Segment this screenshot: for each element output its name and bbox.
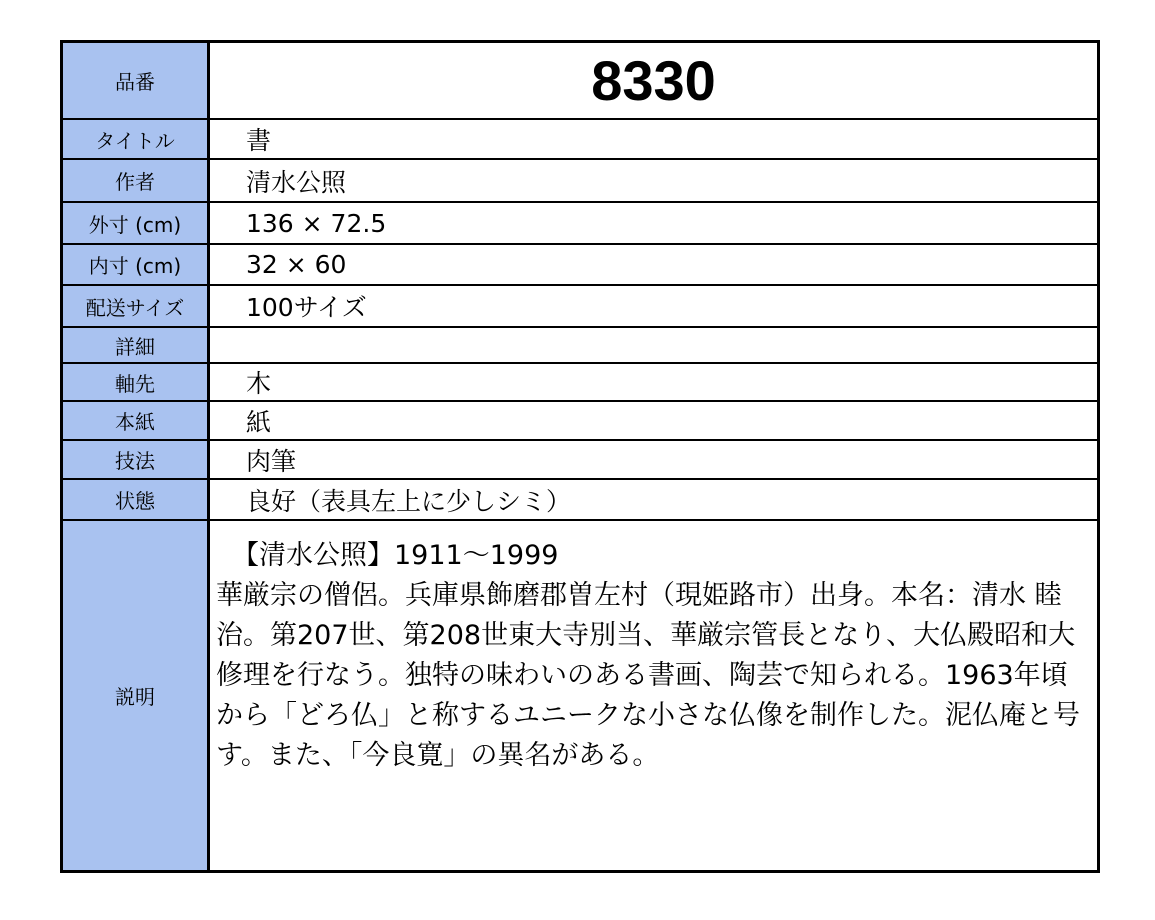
technique-label: 技法	[63, 441, 210, 478]
base-material-value: 紙	[246, 407, 272, 437]
description-heading: 【清水公照】1911〜1999	[232, 540, 559, 571]
description-label: 説明	[63, 521, 210, 870]
shipping-size-label: 配送サイズ	[63, 286, 210, 326]
artist-value: 清水公照	[246, 167, 347, 197]
technique-value: 肉筆	[246, 446, 297, 476]
outer-size-value: 136 × 72.5	[246, 208, 387, 238]
row-artist	[63, 160, 1097, 203]
details-label: 詳細	[63, 328, 210, 362]
inner-size-value: 32 × 60	[246, 250, 347, 279]
row-outer-size	[63, 203, 1097, 245]
row-condition	[63, 480, 1097, 521]
row-technique	[63, 441, 1097, 480]
condition-value: 良好（表具左上に少しシミ）	[246, 486, 572, 516]
row-details	[63, 328, 1097, 364]
row-description	[63, 521, 1097, 870]
outer-size-label: 外寸 (cm)	[63, 203, 210, 243]
shipping-size-value: 100サイズ	[246, 293, 367, 322]
item-number-label: 品番	[63, 43, 210, 118]
condition-label: 状態	[63, 480, 210, 519]
row-title	[63, 120, 1097, 160]
details-value	[210, 328, 1097, 362]
row-roller-ends	[63, 364, 1097, 402]
roller-ends-label: 軸先	[63, 364, 210, 400]
title-value: 書	[246, 126, 272, 155]
row-item-number	[63, 43, 1097, 120]
roller-ends-value: 木	[246, 369, 272, 398]
row-inner-size	[63, 245, 1097, 286]
row-base-material	[63, 402, 1097, 441]
title-label: タイトル	[63, 120, 210, 158]
description-body: 華厳宗の僧侶。兵庫県飾磨郡曽左村（現姫路市）出身。本名：清水 睦治。第207世、第208世東大寺別当、華厳宗管長となり、大仏殿昭和大修理を行なう。独特の味わいのある書画、陶芸で知られる。1963年頃から「どろ仏」と称するユニークな小さな仏像を制作した。泥仏庵と号す。また、「今良寛」の異名がある。	[216, 580, 1080, 771]
artist-label: 作者	[63, 160, 210, 201]
base-material-label: 本紙	[63, 402, 210, 439]
description-text	[210, 521, 1097, 870]
item-number-value: 8330	[591, 49, 716, 112]
product-info-table	[60, 40, 1100, 873]
row-shipping-size	[63, 286, 1097, 328]
inner-size-label: 内寸 (cm)	[63, 245, 210, 284]
